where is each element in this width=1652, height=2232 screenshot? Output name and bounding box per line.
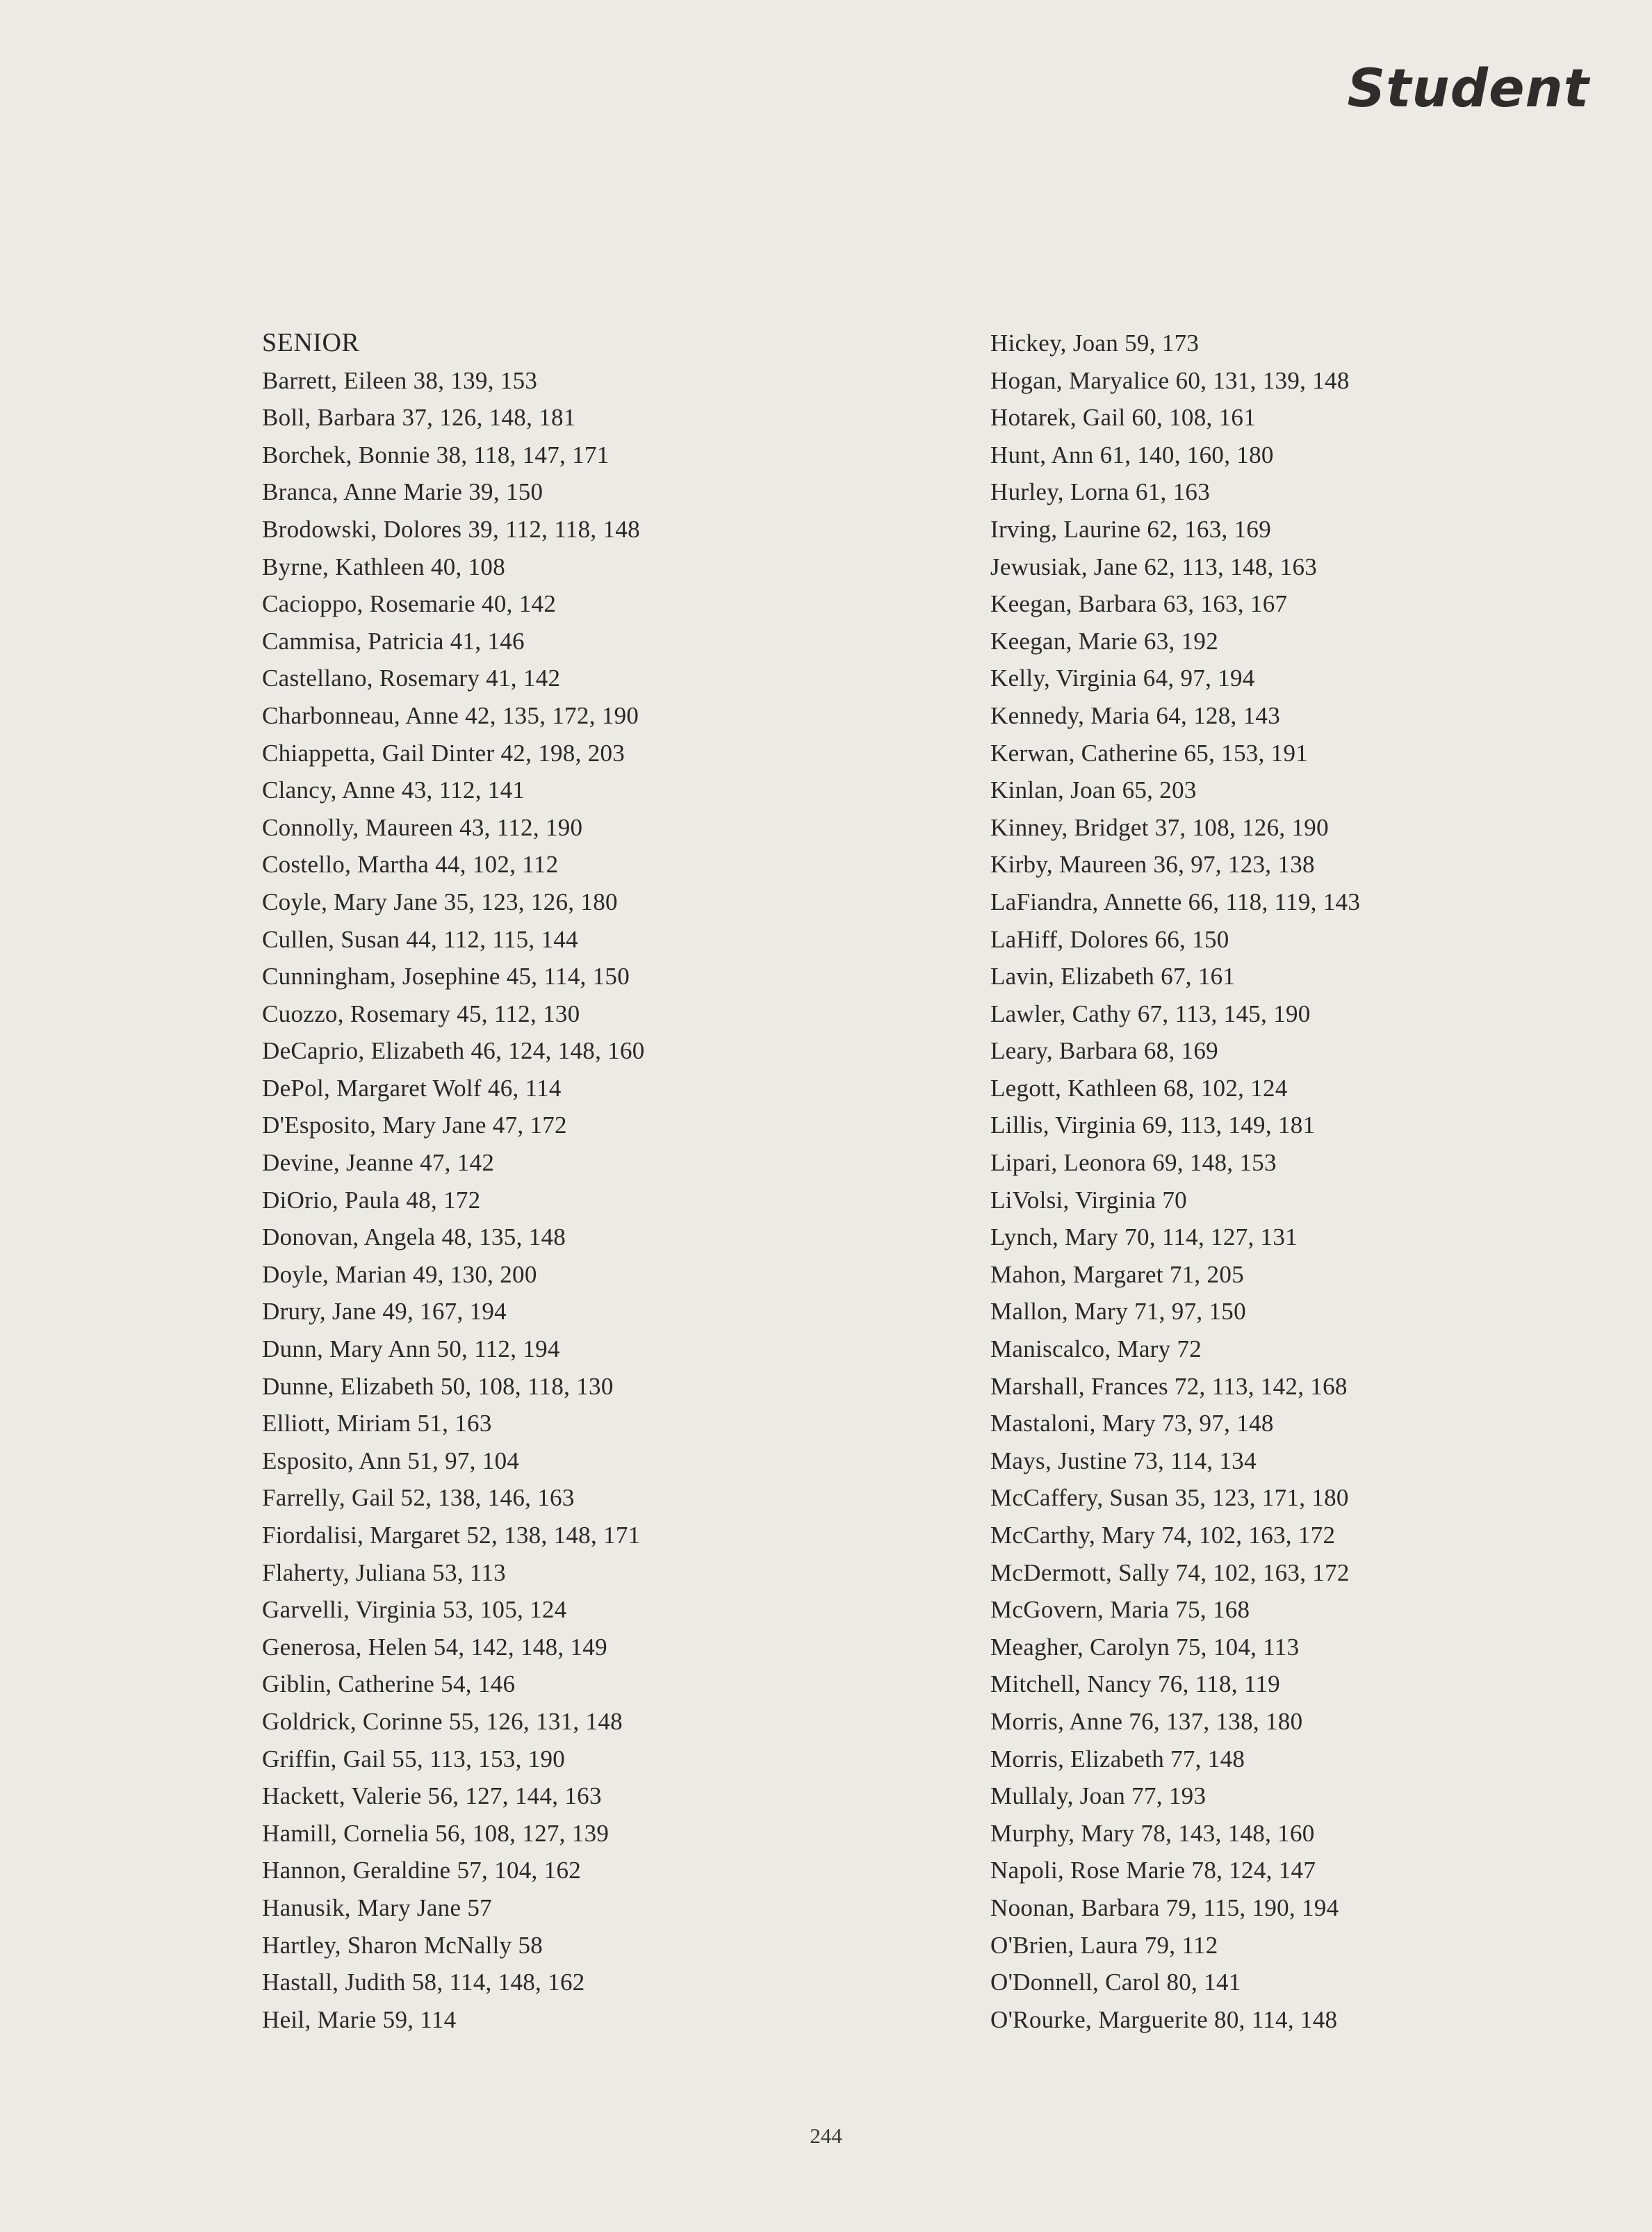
- index-entry: Kennedy, Maria 64, 128, 143: [990, 701, 1280, 729]
- index-column-right: [990, 325, 1360, 2038]
- index-entry: Costello, Martha 44, 102, 112: [262, 851, 559, 879]
- index-entry: Kinlan, Joan 65, 203: [990, 776, 1197, 804]
- index-entry: Kelly, Virginia 64, 97, 194: [990, 665, 1255, 692]
- index-entry: Garvelli, Virginia 53, 105, 124: [262, 1596, 567, 1624]
- index-entry: Goldrick, Corinne 55, 126, 131, 148: [262, 1707, 623, 1735]
- index-entry: Connolly, Maureen 43, 112, 190: [262, 813, 583, 841]
- index-entry: Keegan, Marie 63, 192: [990, 627, 1218, 655]
- index-entry: Coyle, Mary Jane 35, 123, 126, 180: [262, 888, 618, 915]
- index-entry: Kinney, Bridget 37, 108, 126, 190: [990, 813, 1329, 841]
- index-entry: Giblin, Catherine 54, 146: [262, 1670, 516, 1698]
- index-entry: Mitchell, Nancy 76, 118, 119: [990, 1670, 1280, 1698]
- index-entry: Chiappetta, Gail Dinter 42, 198, 203: [262, 739, 625, 767]
- index-entry: Hackett, Valerie 56, 127, 144, 163: [262, 1782, 602, 1810]
- index-entry: Lillis, Virginia 69, 113, 149, 181: [990, 1111, 1316, 1139]
- index-entry: Cacioppo, Rosemarie 40, 142: [262, 590, 557, 618]
- index-entry: Legott, Kathleen 68, 102, 124: [990, 1074, 1288, 1102]
- index-entry: Leary, Barbara 68, 169: [990, 1037, 1218, 1065]
- index-entry: DiOrio, Paula 48, 172: [262, 1186, 481, 1214]
- index-column-left: [262, 325, 645, 2038]
- index-entry: DeCaprio, Elizabeth 46, 124, 148, 160: [262, 1037, 645, 1065]
- index-entry: Noonan, Barbara 79, 115, 190, 194: [990, 1893, 1339, 1921]
- index-entry: Lynch, Mary 70, 114, 127, 131: [990, 1223, 1298, 1251]
- index-entry: O'Donnell, Carol 80, 141: [990, 1969, 1241, 1996]
- index-entry: Hanusik, Mary Jane 57: [262, 1893, 492, 1921]
- index-entry: Barrett, Eileen 38, 139, 153: [262, 366, 538, 394]
- index-entry: Lavin, Elizabeth 67, 161: [990, 963, 1236, 991]
- index-entry: Boll, Barbara 37, 126, 148, 181: [262, 404, 576, 432]
- index-entry: Dunne, Elizabeth 50, 108, 118, 130: [262, 1372, 614, 1400]
- index-entry: Drury, Jane 49, 167, 194: [262, 1298, 507, 1326]
- index-entry: Doyle, Marian 49, 130, 200: [262, 1260, 537, 1288]
- index-entry: Jewusiak, Jane 62, 113, 148, 163: [990, 553, 1318, 580]
- index-entry: Byrne, Kathleen 40, 108: [262, 553, 506, 580]
- index-entry: Murphy, Mary 78, 143, 148, 160: [990, 1819, 1315, 1847]
- index-entry: Mays, Justine 73, 114, 134: [990, 1447, 1257, 1474]
- index-entry: Napoli, Rose Marie 78, 124, 147: [990, 1857, 1316, 1884]
- index-entry: Brodowski, Dolores 39, 112, 118, 148: [262, 515, 640, 543]
- index-entry: McCaffery, Susan 35, 123, 171, 180: [990, 1484, 1349, 1512]
- index-entry: O'Brien, Laura 79, 112: [990, 1931, 1218, 1959]
- index-entry: Kirby, Maureen 36, 97, 123, 138: [990, 851, 1315, 879]
- index-entry: McGovern, Maria 75, 168: [990, 1596, 1250, 1624]
- index-entry: Hannon, Geraldine 57, 104, 162: [262, 1857, 582, 1884]
- index-entry: Marshall, Frances 72, 113, 142, 168: [990, 1372, 1348, 1400]
- index-entry: Fiordalisi, Margaret 52, 138, 148, 171: [262, 1522, 641, 1549]
- index-entry: Keegan, Barbara 63, 163, 167: [990, 590, 1288, 618]
- index-entry: Lipari, Leonora 69, 148, 153: [990, 1149, 1277, 1177]
- index-entry: Castellano, Rosemary 41, 142: [262, 665, 561, 692]
- index-entry: Flaherty, Juliana 53, 113: [262, 1558, 506, 1586]
- index-entry: Esposito, Ann 51, 97, 104: [262, 1447, 520, 1474]
- index-entry: Mastaloni, Mary 73, 97, 148: [990, 1410, 1274, 1437]
- index-entry: Hogan, Maryalice 60, 131, 139, 148: [990, 366, 1350, 394]
- index-entry: Griffin, Gail 55, 113, 153, 190: [262, 1745, 566, 1773]
- index-entry: McDermott, Sally 74, 102, 163, 172: [990, 1558, 1350, 1586]
- section-heading: SENIOR: [262, 328, 360, 357]
- index-entry: Hunt, Ann 61, 140, 160, 180: [990, 441, 1274, 469]
- index-entry: D'Esposito, Mary Jane 47, 172: [262, 1111, 567, 1139]
- index-entry: Morris, Anne 76, 137, 138, 180: [990, 1707, 1303, 1735]
- index-entry: Farrelly, Gail 52, 138, 146, 163: [262, 1484, 575, 1512]
- index-entry: Cuozzo, Rosemary 45, 112, 130: [262, 1000, 580, 1027]
- index-entry: Cullen, Susan 44, 112, 115, 144: [262, 925, 578, 953]
- index-entry: Meagher, Carolyn 75, 104, 113: [990, 1633, 1300, 1661]
- index-entry: Mahon, Margaret 71, 205: [990, 1260, 1244, 1288]
- index-entry: Donovan, Angela 48, 135, 148: [262, 1223, 566, 1251]
- index-entry: Devine, Jeanne 47, 142: [262, 1149, 495, 1177]
- index-entry: Hartley, Sharon McNally 58: [262, 1931, 543, 1959]
- index-entry: Hickey, Joan 59, 173: [990, 329, 1200, 357]
- index-entry: Cammisa, Patricia 41, 146: [262, 627, 525, 655]
- page-number: 244: [810, 2124, 842, 2148]
- index-entry: LaHiff, Dolores 66, 150: [990, 925, 1229, 953]
- index-entry: Kerwan, Catherine 65, 153, 191: [990, 739, 1309, 767]
- index-entry: Lawler, Cathy 67, 113, 145, 190: [990, 1000, 1311, 1027]
- index-entry: Hurley, Lorna 61, 163: [990, 478, 1211, 506]
- index-entry: LaFiandra, Annette 66, 118, 119, 143: [990, 888, 1361, 915]
- index-entry: Mullaly, Joan 77, 193: [990, 1782, 1207, 1810]
- page-heading: Student: [1347, 57, 1589, 119]
- index-entry: Dunn, Mary Ann 50, 112, 194: [262, 1335, 560, 1363]
- index-entry: O'Rourke, Marguerite 80, 114, 148: [990, 2005, 1338, 2033]
- index-entry: Generosa, Helen 54, 142, 148, 149: [262, 1633, 607, 1661]
- index-entry: Irving, Laurine 62, 163, 169: [990, 515, 1272, 543]
- index-entry: LiVolsi, Virginia 70: [990, 1186, 1187, 1214]
- index-entry: DePol, Margaret Wolf 46, 114: [262, 1074, 562, 1102]
- index-entry: Hamill, Cornelia 56, 108, 127, 139: [262, 1819, 610, 1847]
- index-entry: Cunningham, Josephine 45, 114, 150: [262, 963, 630, 991]
- index-entry: Branca, Anne Marie 39, 150: [262, 478, 543, 506]
- index-entry: Hotarek, Gail 60, 108, 161: [990, 404, 1257, 432]
- index-entry: Elliott, Miriam 51, 163: [262, 1410, 492, 1437]
- index-entry: Morris, Elizabeth 77, 148: [990, 1745, 1245, 1773]
- index-entry: Maniscalco, Mary 72: [990, 1335, 1202, 1363]
- index-entry: Clancy, Anne 43, 112, 141: [262, 776, 525, 804]
- index-entry: Charbonneau, Anne 42, 135, 172, 190: [262, 701, 639, 729]
- index-entry: McCarthy, Mary 74, 102, 163, 172: [990, 1522, 1336, 1549]
- index-entry: Heil, Marie 59, 114: [262, 2005, 457, 2033]
- index-entry: Hastall, Judith 58, 114, 148, 162: [262, 1969, 585, 1996]
- index-entry: Borchek, Bonnie 38, 118, 147, 171: [262, 441, 610, 469]
- index-entry: Mallon, Mary 71, 97, 150: [990, 1298, 1246, 1326]
